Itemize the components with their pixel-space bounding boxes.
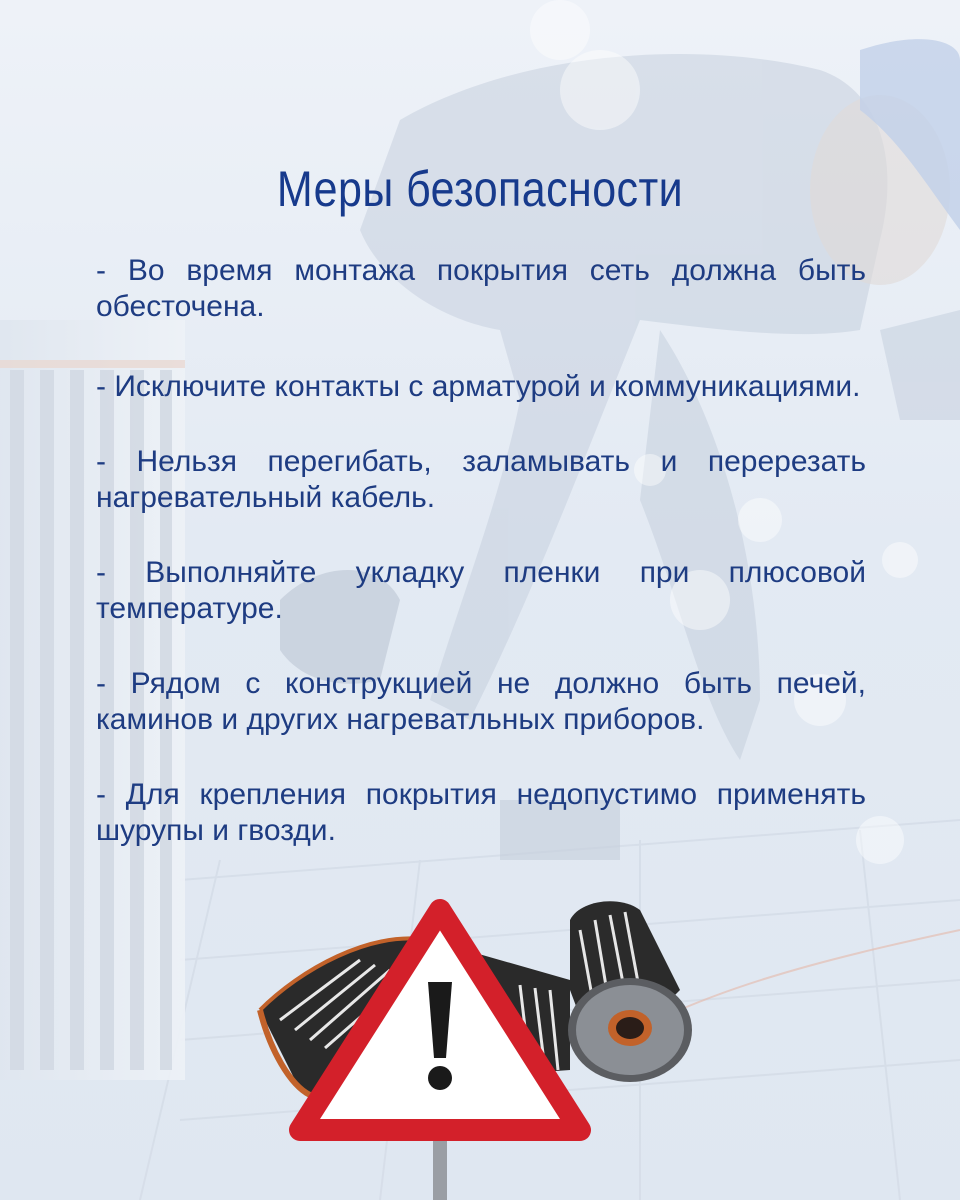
rule-item: - Для крепления покрытия недопустимо применять шурупы и гвозди. bbox=[96, 778, 866, 847]
rule-item: - Исключите контакты с арматурой и коммуникациями. bbox=[96, 370, 861, 403]
rule-item: - Выполняйте укладку пленки при плюсовой температуре. bbox=[96, 556, 866, 625]
heating-film-roll-icon bbox=[568, 901, 692, 1082]
warning-illustration bbox=[240, 890, 720, 1200]
rule-item: - Во время монтажа покрытия сеть должна быть обесточена. bbox=[96, 254, 866, 323]
page-title: Меры безопасности bbox=[276, 161, 684, 217]
rule-item: - Нельзя перегибать, заламывать и перерезать нагревательный кабель. bbox=[96, 445, 866, 514]
rule-item: - Рядом с конструкцией не должно быть печей, каминов и других нагреватльных приборов. bbox=[96, 667, 866, 736]
